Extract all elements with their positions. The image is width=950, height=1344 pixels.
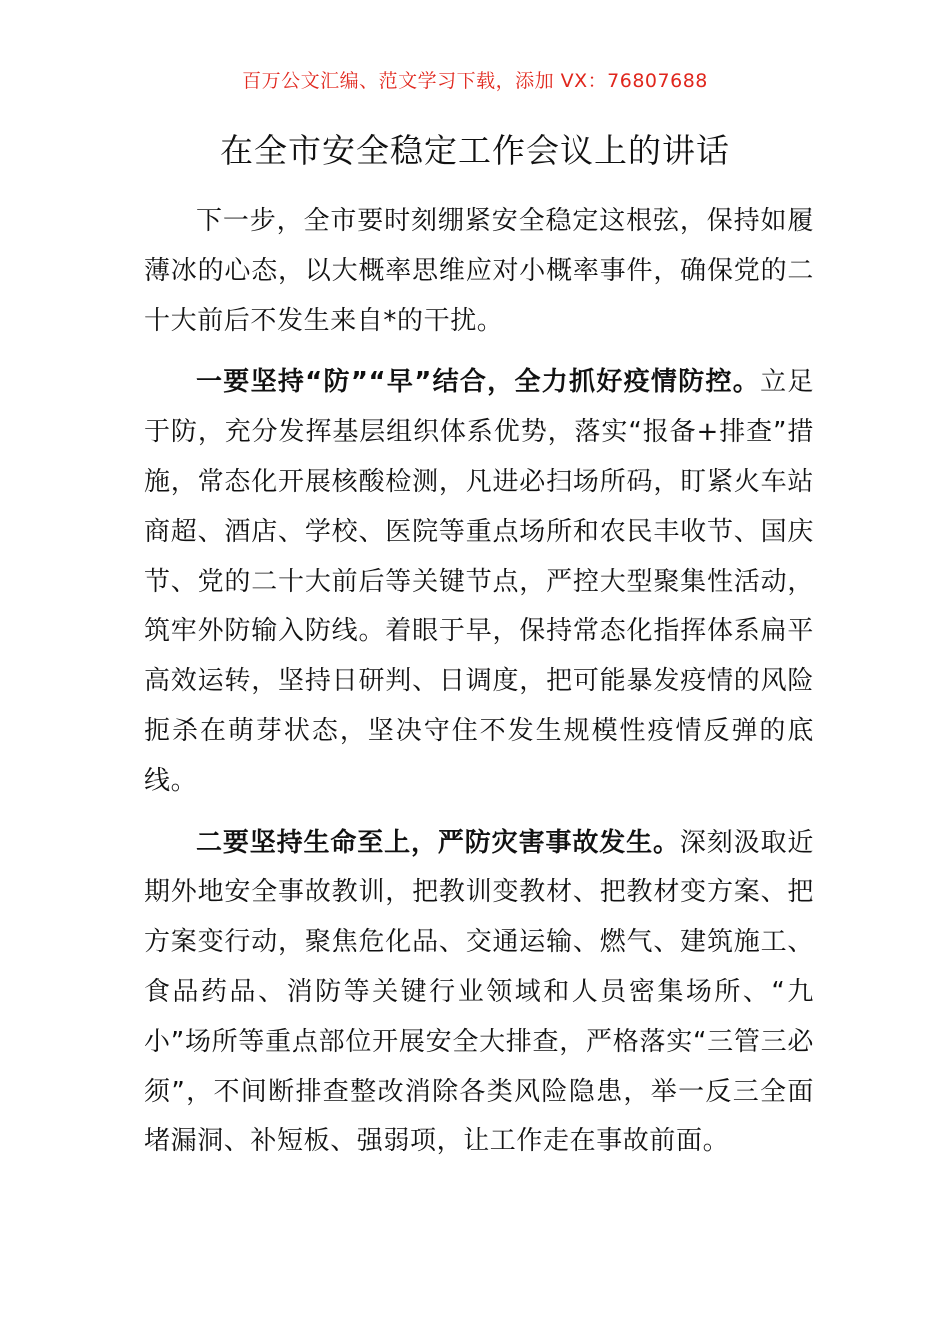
intro-paragraph: 下一步，全市要时刻绷紧安全稳定这根弦，保持如履薄冰的心态，以大概率思维应对小概率事件，确保党的二十大前后不发生来自*的干扰。 [144,206,814,336]
document-body [144,197,814,1179]
document-title: 在全市安全稳定工作会议上的讲话 [220,131,730,170]
section-heading-2: 二要坚持生命至上，严防灾害事故发生。 [196,827,680,858]
section-paragraph-2 [144,819,814,1168]
section-heading-1: 一要坚持“防”“早”结合，全力抓好疫情防控。 [196,367,761,398]
section-body-1: 立足于防，充分发挥基层组织体系优势，落实“报备+排查”措施，常态化开展核酸检测，凡进必扫场所码，盯紧火车站商超、酒店、学校、医院等重点场所和农民丰收节、国庆节、党的二十大前后等关键节点，严控大型聚集性活动，筑牢外防输入防线。着眼于早，保持常态化指挥体系扁平高效运转，坚持日研判、日调度，把可能暴发疫情的风险扼杀在萌芽状态，坚决守住不发生规模性疫情反弹的底线。 [144,367,814,796]
section-body-2: 深刻汲取近期外地安全事故教训，把教训变教材、把教材变方案、把方案变行动，聚焦危化品、交通运输、燃气、建筑施工、食品药品、消防等关键行业领域和人员密集场所、“九小”场所等重点部位开展安全大排查，严格落实“三管三必须”，不间断排查整改消除各类风险隐患，举一反三全面堵漏洞、补短板、强弱项，让工作走在事故前面。 [144,827,814,1157]
section-paragraph-1 [144,358,814,806]
header-notice: 百万公文汇编、范文学习下载，添加 VX：76807688 [242,70,708,92]
